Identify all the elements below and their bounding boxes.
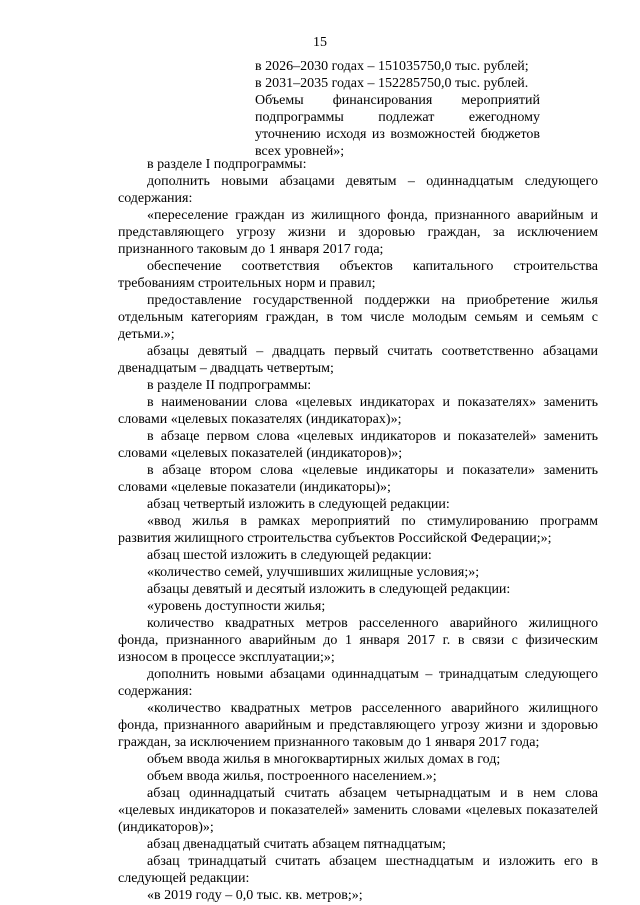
- paragraph: абзац одиннадцатый считать абзацем четырнадцатым и в нем слова «целевых индикаторов и показателей» заменить словами «целевых показателей (индикаторов)»;: [118, 786, 598, 835]
- paragraph: объем ввода жилья, построенного населением.»;: [147, 769, 437, 784]
- paragraph: в наименовании слова «целевых индикаторах и показателях» заменить словами «целевых показателях (индикаторах)»;: [118, 395, 598, 427]
- paragraph: предоставление государственной поддержки на приобретение жилья отдельным категориям граждан, в том числе молодым семьям и семьям с детьми.»;: [118, 293, 598, 342]
- document-body: [118, 156, 598, 904]
- paragraph: «переселение граждан из жилищного фонда, признанного аварийным и представляющего угрозу жизни и здоровью граждан, за исключением признанного таковым до 1 января 2017 года;: [118, 208, 598, 257]
- paragraph: в абзаце втором слова «целевые индикаторы и показатели» заменить словами «целевые показатели (индикаторы)»;: [118, 463, 598, 495]
- page-number: 15: [313, 35, 327, 50]
- quote-line: Объемы финансирования мероприятий подпрограммы подлежат ежегодному уточнению исходя из возможностей бюджетов всех уровней»;: [255, 93, 540, 159]
- paragraph: количество квадратных метров расселенного аварийного жилищного фонда, признанного аварийным до 1 января 2017 г. в связи с физическим износом в процессе эксплуатации;»;: [118, 616, 598, 665]
- paragraph: дополнить новыми абзацами одиннадцатым – тринадцатым следующего содержания:: [118, 667, 598, 699]
- paragraph: абзац тринадцатый считать абзацем шестнадцатым и изложить его в следующей редакции:: [118, 854, 598, 886]
- paragraph: в разделе I подпрограммы:: [147, 157, 307, 172]
- paragraph: «в 2019 году – 0,0 тыс. кв. метров;»;: [147, 888, 363, 903]
- paragraph: «количество семей, улучшивших жилищные условия;»;: [147, 565, 480, 580]
- quote-line: в 2031–2035 годах – 152285750,0 тыс. рублей.: [255, 76, 529, 91]
- paragraph: объем ввода жилья в многоквартирных жилых домах в год;: [147, 752, 501, 767]
- paragraph: абзацы девятый – двадцать первый считать соответственно абзацами двенадцатым – двадцать четвертым;: [118, 344, 598, 376]
- paragraph: дополнить новыми абзацами девятым – одиннадцатым следующего содержания:: [118, 174, 598, 206]
- paragraph: «ввод жилья в рамках мероприятий по стимулированию программ развития жилищного строительства субъектов Российской Федерации;»;: [118, 514, 598, 546]
- paragraph: абзацы девятый и десятый изложить в следующей редакции:: [147, 582, 511, 597]
- paragraph: абзац четвертый изложить в следующей редакции:: [147, 497, 450, 512]
- paragraph: «уровень доступности жилья;: [147, 599, 326, 614]
- paragraph: абзац шестой изложить в следующей редакции:: [147, 548, 432, 563]
- paragraph: «количество квадратных метров расселенного аварийного жилищного фонда, признанного аварийным и представляющего угрозу жизни и здоровью граждан, за исключением признанного таковым до 1 января 2017 года;: [118, 701, 598, 750]
- paragraph: абзац двенадцатый считать абзацем пятнадцатым;: [147, 837, 446, 852]
- quoted-block: [255, 58, 540, 160]
- paragraph: в разделе II подпрограммы:: [147, 378, 312, 393]
- paragraph: в абзаце первом слова «целевых индикаторов и показателей» заменить словами «целевых показателей (индикаторов)»;: [118, 429, 598, 461]
- paragraph: обеспечение соответствия объектов капитального строительства требованиям строительных норм и правил;: [118, 259, 598, 291]
- quote-line: в 2026–2030 годах – 151035750,0 тыс. рублей;: [255, 59, 529, 74]
